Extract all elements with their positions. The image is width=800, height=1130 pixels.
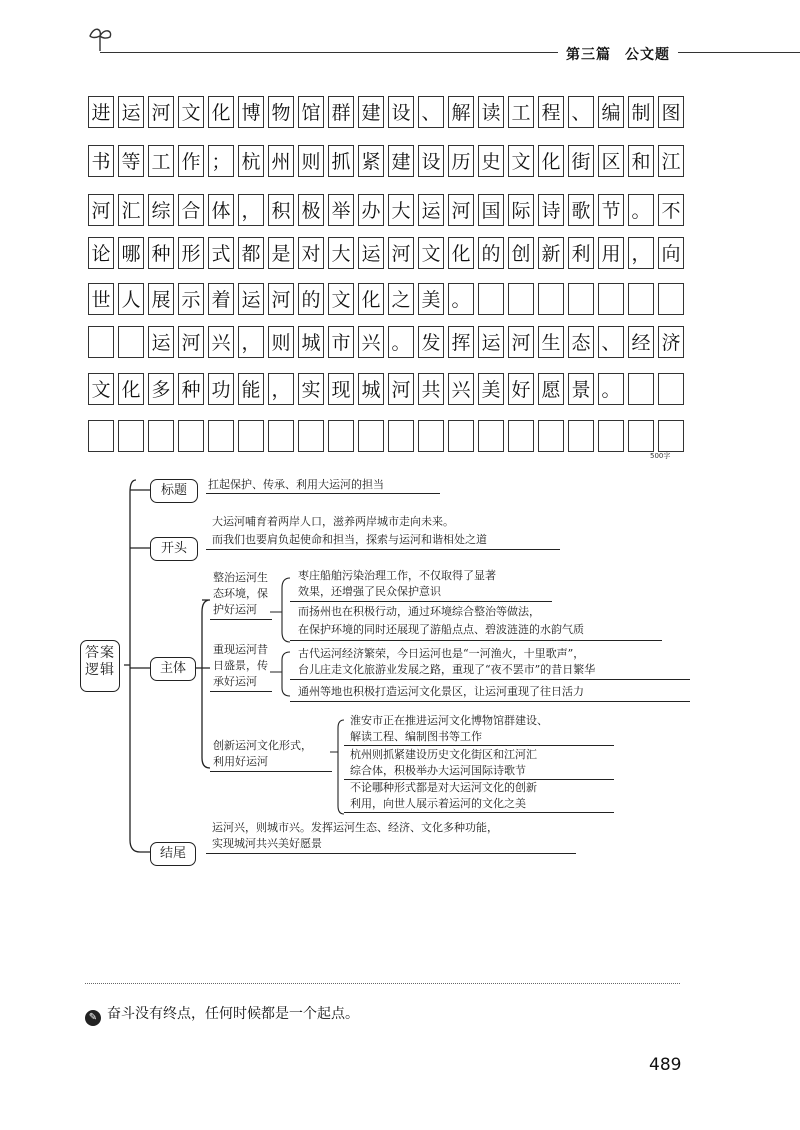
essay-cell: 、 (568, 96, 594, 128)
branch-1-point-2-line-2: 在保护环境的同时还展现了游船点点、碧波涟涟的水韵气质 (298, 623, 584, 636)
branch-3-point-1-line-1: 淮安市正在推进运河文化博物馆群建设、 (350, 714, 548, 727)
essay-cell: 兴 (208, 326, 234, 358)
footer-motto-text: 奋斗没有终点，任何时候都是一个起点。 (107, 1006, 359, 1022)
branch-3-point-1-underline (344, 745, 614, 746)
essay-cell: 河 (148, 96, 174, 128)
essay-cell: 能 (238, 373, 264, 405)
essay-cell: 群 (328, 96, 354, 128)
essay-cell: 运 (358, 237, 384, 269)
essay-cell: 城 (298, 326, 324, 358)
essay-cell: 则 (268, 326, 294, 358)
essay-cell: ， (268, 373, 294, 405)
branch-3-point-2-line-2: 综合体，积极举办大运河国际诗歌节 (350, 764, 526, 777)
essay-cell: 河 (508, 326, 534, 358)
essay-cell: 大 (328, 237, 354, 269)
essay-cell: 运 (118, 96, 144, 128)
essay-cell: 建 (358, 96, 384, 128)
essay-cell: 化 (358, 283, 384, 315)
essay-cell: 多 (148, 373, 174, 405)
opening-line-2: 而我们也要肩负起使命和担当，探索与运河和谐相处之道 (212, 533, 487, 546)
branch-1-point-1-underline (290, 601, 552, 602)
essay-cell: 文 (328, 283, 354, 315)
essay-cell: 紧 (358, 145, 384, 177)
essay-cell: 用 (598, 237, 624, 269)
essay-cell: 都 (238, 237, 264, 269)
essay-cell: 式 (208, 237, 234, 269)
essay-cell: 综 (148, 194, 174, 226)
essay-cell: 世 (88, 283, 114, 315)
essay-cell: 文 (418, 237, 444, 269)
branch-1-point-1-line-1: 枣庄船舶污染治理工作，不仅取得了显著 (298, 569, 496, 582)
essay-cell: 市 (328, 326, 354, 358)
essay-cell: 对 (298, 237, 324, 269)
branch-2-name-line-1: 重现运河昔 (213, 643, 268, 656)
essay-cell: 读 (478, 96, 504, 128)
essay-cell: 体 (208, 194, 234, 226)
essay-cell: 物 (268, 96, 294, 128)
opening-line-1: 大运河哺育着两岸人口，滋养两岸城市走向未来。 (212, 515, 454, 528)
branch-3-point-3-underline (344, 812, 614, 813)
essay-cell: 博 (238, 96, 264, 128)
branch-3-point-2-line-1: 杭州则抓紧建设历史文化街区和江河汇 (350, 748, 537, 761)
essay-cell: 运 (478, 326, 504, 358)
essay-cell: 州 (268, 145, 294, 177)
essay-cell: 发 (418, 326, 444, 358)
branch-1-name-line-2: 态环境，保 (213, 587, 268, 600)
essay-cell: 史 (478, 145, 504, 177)
essay-cell: 河 (448, 194, 474, 226)
ending-line-1: 运河兴，则城市兴。发挥运河生态、经济、文化多种功能， (212, 821, 498, 834)
essay-cell: 办 (358, 194, 384, 226)
ending-underline (206, 853, 576, 854)
essay-cell: 设 (388, 96, 414, 128)
essay-cell: 向 (658, 237, 684, 269)
essay-cell: 作 (178, 145, 204, 177)
word-count-mark: 500字 (650, 452, 671, 460)
branch-3-point-1-line-2: 解读工程、编制图书等工作 (350, 730, 482, 743)
essay-cell: 诗 (538, 194, 564, 226)
essay-cell: 化 (208, 96, 234, 128)
ending-node-box (150, 842, 196, 866)
branch-3-name-line-2: 利用好运河 (213, 755, 268, 768)
essay-cell: 河 (388, 373, 414, 405)
root-box (80, 640, 120, 692)
branch-2-point-2-line-1: 通州等地也积极打造运河文化景区，让运河重现了往日活力 (298, 685, 584, 698)
essay-cell: 的 (298, 283, 324, 315)
title-node-text: 扛起保护、传承、利用大运河的担当 (208, 478, 384, 491)
essay-cell: 河 (268, 283, 294, 315)
essay-cell: 馆 (298, 96, 324, 128)
opening-node-box (150, 537, 198, 561)
essay-cell: 。 (388, 326, 414, 358)
essay-cell: 河 (178, 326, 204, 358)
essay-cell: 运 (418, 194, 444, 226)
essay-cell: 合 (178, 194, 204, 226)
opening-underline (206, 549, 560, 550)
essay-cell: 。 (598, 373, 624, 405)
essay-cell: ， (628, 237, 654, 269)
essay-cell: 区 (598, 145, 624, 177)
branch-3-point-3-line-2: 利用，向世人展示着运河的文化之美 (350, 797, 526, 810)
essay-cell: 杭 (238, 145, 264, 177)
essay-cell: 景 (568, 373, 594, 405)
essay-cell: 、 (598, 326, 624, 358)
opening-node-label: 开头 (160, 541, 187, 556)
essay-cell: 河 (88, 194, 114, 226)
essay-cell: 兴 (358, 326, 384, 358)
essay-cell: 好 (508, 373, 534, 405)
essay-cell: 挥 (448, 326, 474, 358)
essay-cell: 愿 (538, 373, 564, 405)
essay-cell: 工 (508, 96, 534, 128)
essay-cell: 生 (538, 326, 564, 358)
branch-2-name-line-3: 承好运河 (213, 675, 257, 688)
ending-line-2: 实现城河共兴美好愿景 (212, 837, 322, 850)
essay-cell: 抓 (328, 145, 354, 177)
essay-cell: 文 (88, 373, 114, 405)
essay-cell: 化 (538, 145, 564, 177)
essay-cell: 是 (268, 237, 294, 269)
essay-cell: 创 (508, 237, 534, 269)
essay-cell: 现 (328, 373, 354, 405)
body-node-box (150, 657, 196, 681)
essay-cell: 城 (358, 373, 384, 405)
branch-2-underline (210, 691, 272, 692)
essay-cell: 编 (598, 96, 624, 128)
essay-cell: 人 (118, 283, 144, 315)
branch-2-point-1-line-1: 古代运河经济繁荣，今日运河也是“一河渔火，十里歌声”， (298, 647, 585, 660)
essay-cell: 国 (478, 194, 504, 226)
essay-cell: 利 (568, 237, 594, 269)
essay-cell: 和 (628, 145, 654, 177)
essay-cell: 举 (328, 194, 354, 226)
essay-cell: 文 (508, 145, 534, 177)
essay-cell: 种 (148, 237, 174, 269)
essay-cell: 节 (598, 194, 624, 226)
essay-cell: 形 (178, 237, 204, 269)
essay-cell: 则 (298, 145, 324, 177)
essay-cell: 不 (658, 194, 684, 226)
title-node-box (150, 479, 198, 503)
essay-cell: 解 (448, 96, 474, 128)
essay-cell: 哪 (118, 237, 144, 269)
essay-cell: 际 (508, 194, 534, 226)
essay-cell: 化 (118, 373, 144, 405)
branch-1-underline (210, 619, 272, 620)
header-title: 公文题 (625, 47, 670, 63)
essay-cell: 进 (88, 96, 114, 128)
essay-cell: 示 (178, 283, 204, 315)
branch-1-point-1-line-2: 效果，还增强了民众保护意识 (298, 585, 441, 598)
essay-cell: 汇 (118, 194, 144, 226)
essay-cell: 美 (418, 283, 444, 315)
essay-cell: ， (238, 194, 264, 226)
essay-cell: 运 (238, 283, 264, 315)
essay-cell: 、 (418, 96, 444, 128)
branch-1-name-line-1: 整治运河生 (213, 571, 268, 584)
branch-2-name-line-2: 日盛景，传 (213, 659, 268, 672)
root-label: 答案逻辑 (85, 645, 115, 678)
essay-cell: 美 (478, 373, 504, 405)
branch-2-point-1-underline (290, 679, 690, 680)
essay-cell: 江 (658, 145, 684, 177)
essay-cell: 功 (208, 373, 234, 405)
book-badge-icon: ✎ (85, 1010, 101, 1026)
essay-cell: 歌 (568, 194, 594, 226)
essay-cell: 兴 (448, 373, 474, 405)
essay-cell: 等 (118, 145, 144, 177)
essay-cell: 新 (538, 237, 564, 269)
essay-cell: 的 (478, 237, 504, 269)
essay-cell: 。 (448, 283, 474, 315)
essay-cell: 态 (568, 326, 594, 358)
essay-cell: 着 (208, 283, 234, 315)
title-underline (206, 493, 440, 494)
essay-cell: 图 (658, 96, 684, 128)
branch-3-point-3-line-1: 不论哪种形式都是对大运河文化的创新 (350, 781, 537, 794)
footer-motto (85, 1003, 359, 1026)
branch-3-name-line-1: 创新运河文化形式， (213, 739, 312, 752)
essay-cell: 工 (148, 145, 174, 177)
branch-1-point-2-line-1: 而扬州也在积极行动，通过环境综合整治等做法， (298, 605, 540, 618)
body-node-label: 主体 (159, 661, 186, 676)
essay-cell: 极 (298, 194, 324, 226)
ending-node-label: 结尾 (159, 846, 186, 861)
essay-cell: 济 (658, 326, 684, 358)
branch-2-point-2-underline (290, 701, 690, 702)
branch-2-point-1-line-2: 台儿庄走文化旅游业发展之路，重现了“夜不罢市”的昔日繁华 (298, 663, 596, 676)
essay-cell: 。 (628, 194, 654, 226)
essay-cell: 经 (628, 326, 654, 358)
essay-cell: 共 (418, 373, 444, 405)
essay-cell: 书 (88, 145, 114, 177)
essay-cell: 街 (568, 145, 594, 177)
essay-cell: 制 (628, 96, 654, 128)
essay-cell: 之 (388, 283, 414, 315)
essay-cell: ； (208, 145, 234, 177)
essay-cell: 建 (388, 145, 414, 177)
branch-3-underline (210, 771, 332, 772)
essay-cell: 论 (88, 237, 114, 269)
footer-dotted-rule (85, 983, 680, 984)
essay-cell: 运 (148, 326, 174, 358)
essay-cell: 展 (148, 283, 174, 315)
essay-cell: 河 (388, 237, 414, 269)
essay-cell: 化 (448, 237, 474, 269)
essay-cell: 实 (298, 373, 324, 405)
branch-1-point-2-underline (290, 640, 662, 641)
branch-1-name-line-3: 护好运河 (213, 603, 257, 616)
essay-cell: 设 (418, 145, 444, 177)
title-node-label: 标题 (160, 483, 187, 498)
header-section: 第三篇 (566, 47, 611, 63)
essay-cell: 历 (448, 145, 474, 177)
essay-cell: 程 (538, 96, 564, 128)
page-number: 489 (649, 1055, 682, 1075)
essay-cell: 积 (268, 194, 294, 226)
essay-cell: 种 (178, 373, 204, 405)
essay-cell: 大 (388, 194, 414, 226)
essay-cell: ， (238, 326, 264, 358)
essay-cell: 文 (178, 96, 204, 128)
